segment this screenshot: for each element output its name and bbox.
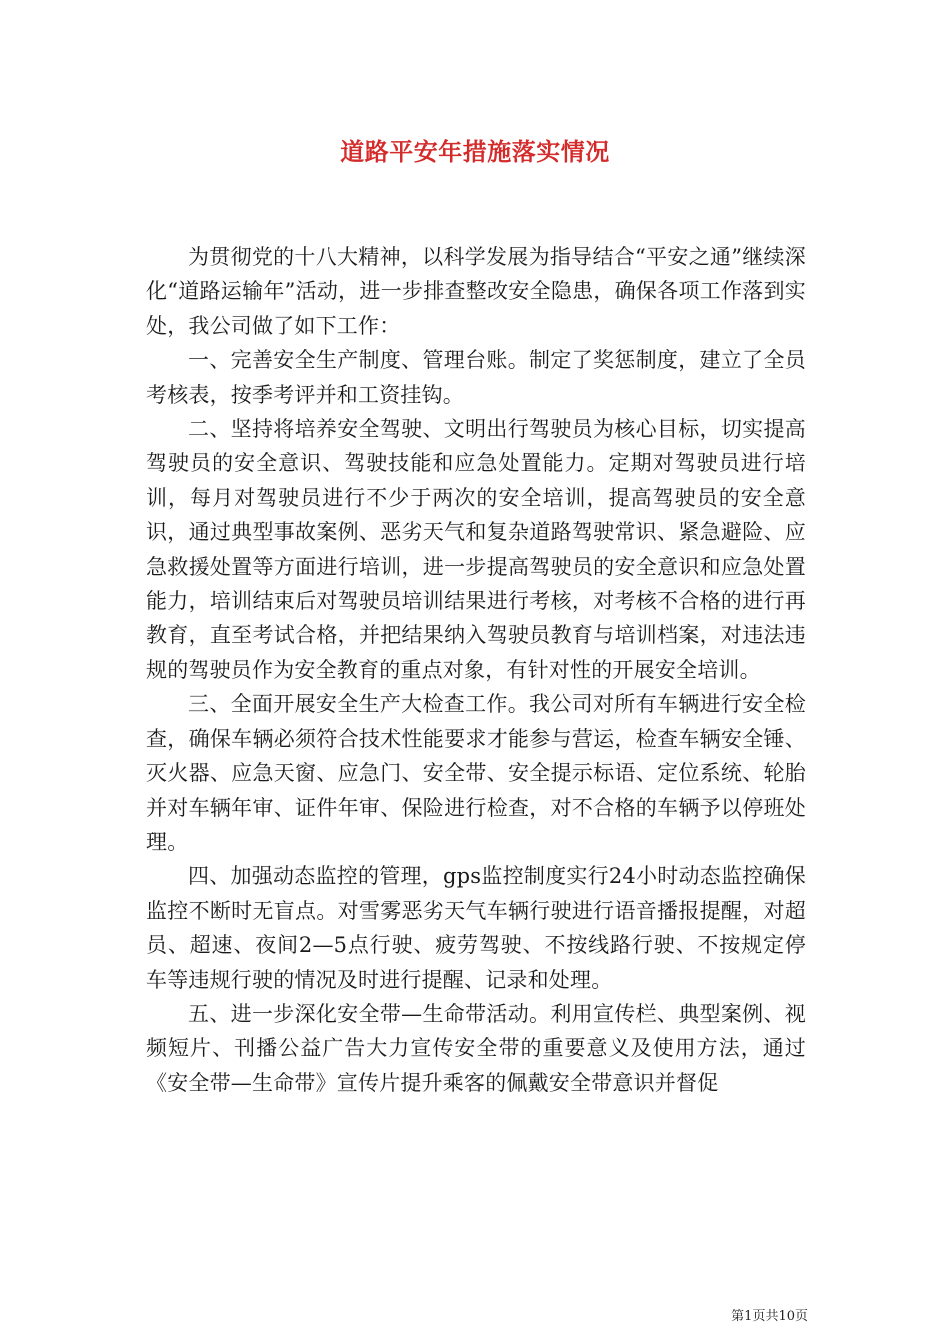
page-number-footer: 第1页共10页 [731,1309,808,1324]
paragraph-item-4: 四、加强动态监控的管理，gps监控制度实行24小时动态监控确保监控不断时无盲点。对雪雾恶劣天气车辆行驶进行语音播报提醒，对超员、超速、夜间2—5点行驶、疲劳驾驶、不按线路行驶、不按规定停车等违规行驶的情况及时进行提醒、记录和处理。 [146,864,806,992]
paragraph-item-5: 五、进一步深化安全带—生命带活动。利用宣传栏、典型案例、视频短片、刊播公益广告大力宣传安全带的重要意义及使用方法，通过《安全带—生命带》宣传片提升乘客的佩戴安全带意识并督促 [146,1001,806,1095]
paragraph-intro: 为贯彻党的十八大精神，以科学发展为指导结合“平安之通”继续深化“道路运输年”活动，进一步排查整改安全隐患，确保各项工作落到实处，我公司做了如下工作： [146,245,806,338]
paragraph-item-2: 二、坚持将培养安全驾驶、文明出行驾驶员为核心目标，切实提高驾驶员的安全意识、驾驶技能和应急处置能力。定期对驾驶员进行培训，每月对驾驶员进行不少于两次的安全培训，提高驾驶员的安全意识，通过典型事故案例、恶劣天气和复杂道路驾驶常识、紧急避险、应急救援处置等方面进行培训，进一步提高驾驶员的安全意识和应急处置能力，培训结束后对驾驶员培训结果进行考核，对考核不合格的进行再教育，直至考试合格，并把结果纳入驾驶员教育与培训档案，对违法违规的驾驶员作为安全教育的重点对象，有针对性的开展安全培训。 [146,417,806,682]
document-body [146,240,806,1100]
paragraph-item-3: 三、全面开展安全生产大检查工作。我公司对所有车辆进行安全检查，确保车辆必须符合技术性能要求才能参与营运，检查车辆安全锤、灭火器、应急天窗、应急门、安全带、安全提示标语、定位系统、轮胎并对车辆年审、证件年审、保险进行检查，对不合格的车辆予以停班处理。 [146,692,806,854]
paragraph-item-1: 一、完善安全生产制度、管理台账。制定了奖惩制度，建立了全员考核表，按季考评并和工资挂钩。 [146,348,806,407]
document-title: 道路平安年措施落实情况 [340,137,610,166]
